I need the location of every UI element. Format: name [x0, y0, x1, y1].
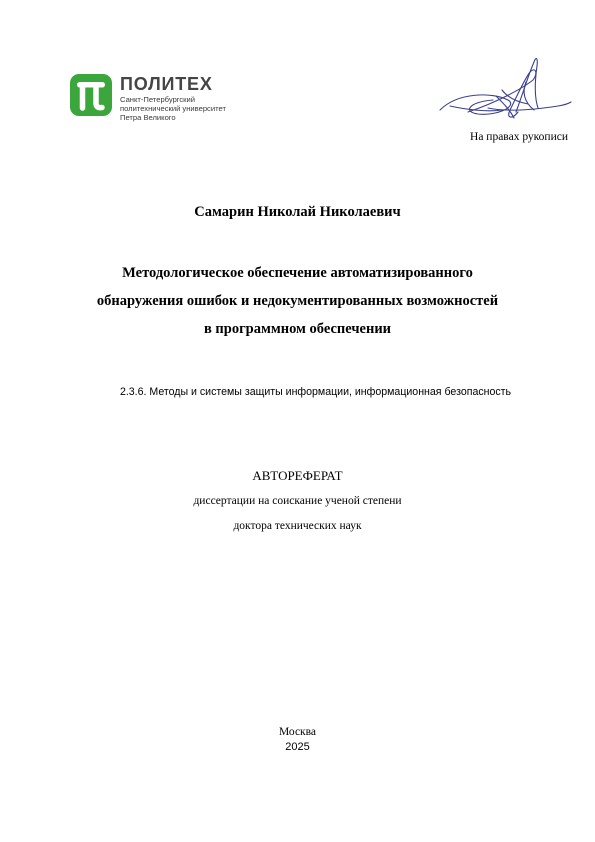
- logo-subtitle-line: политехнический университет: [120, 104, 226, 113]
- manuscript-rights-note: На правах рукописи: [470, 131, 568, 143]
- logo-wordmark: ПОЛИТЕХ: [120, 74, 213, 94]
- degree-line: диссертации на соискание ученой степени: [193, 495, 402, 507]
- specialty-code: 2.3.6. Методы и системы защиты информации, информационная безопасность: [119, 386, 512, 398]
- dissertation-title-line: в программном обеспечении: [203, 321, 392, 337]
- abstract-label: АВТОРЕФЕРАТ: [252, 468, 343, 483]
- logo-subtitle-line: Санкт-Петербургский: [120, 95, 195, 104]
- city: Москва: [278, 726, 317, 738]
- author-name: Самарин Николай Николаевич: [194, 204, 401, 220]
- university-logo: [70, 74, 240, 124]
- pi-icon: [70, 74, 112, 116]
- dissertation-title-line: обнаружения ошибок и недокументированных возможностей: [96, 293, 499, 309]
- year: 2025: [285, 741, 310, 753]
- signature-icon: [438, 52, 573, 132]
- degree-line: доктора технических наук: [233, 520, 362, 532]
- dissertation-title-line: Методологическое обеспечение автоматизированного: [122, 265, 473, 281]
- logo-subtitle-line: Петра Великого: [120, 113, 176, 122]
